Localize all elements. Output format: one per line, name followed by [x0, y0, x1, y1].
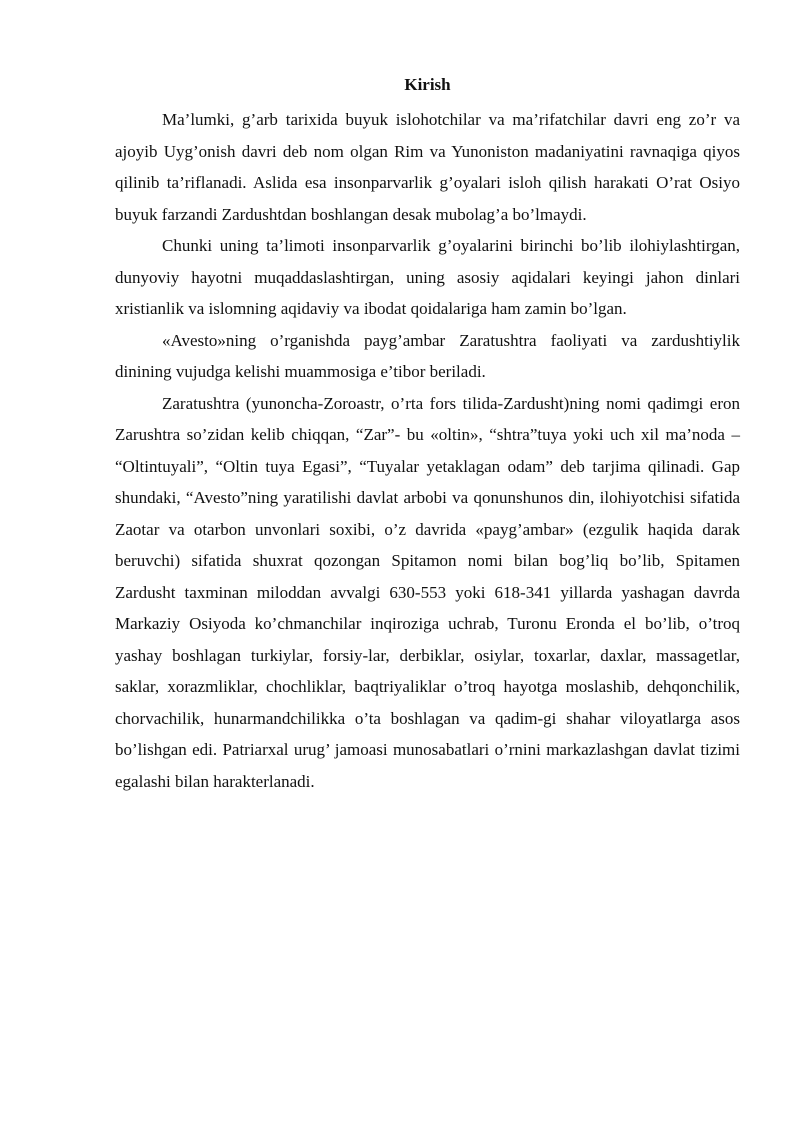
paragraph-2: Chunki uning ta’limoti insonparvarlik g’oyalarini birinchi bo’lib ilohiylashtirgan, dunyoviy hayotni muqaddaslashtirgan, uning asosiy aqidalari keyingi jahon dinlari xristianlik va islomning aqidaviy va ibodat qoidalariga ham zamin bo’lgan.: [115, 236, 740, 318]
paragraph-4: Zaratushtra (yunoncha-Zoroastr, o’rta fors tilida-Zardusht)ning nomi qadimgi eron Zarushtra so’zidan kelib chiqqan, “Zar”- bu «oltin», “shtra”tuya yoki uch xil ma’noda – “Oltintuyali”, “Oltin tuya Egasi”, “Tuyalar yetaklagan odam” deb tarjima qilinadi. Gap shundaki, “Avesto”ning yaratilishi davlat arbobi va qonunshunos din, ilohiyotchisi sifatida Zaotar va otarbon unvonlari soxibi, o’z davrida «payg’ambar» (ezgulik haqida darak beruvchi) sifatida shuxrat qozongan Spitamon nomi bilan bog’liq bo’lib, Spitamen Zardusht taxminan miloddan avvalgi 630-553 yoki 618-341 yillarda yashagan davrda Markaziy Osiyoda ko’chmanchilar inqiroziga uchrab, Turonu Eronda el bo’lib, o’troq yashay boshlagan turkiylar, forsiy-lar, derbiklar, osiylar, toxarlar, daxlar, massagetlar, saklar, xorazmliklar, chochliklar, baqtriyaliklar o’troq hayotga moslashib, dehqonchilik, chorvachilik, hunarmandchilikka o’ta boshlagan va qadim-gi shahar viloyatlarga asos bo’lishgan edi. Patriarxal urug’ jamoasi munosabatlari o’rnini markazlashgan davlat tizimi egalashi bilan harakterlanadi.: [115, 393, 740, 791]
paragraph-1: Ma’lumki, g’arb tarixida buyuk islohotchilar va ma’rifatchilar davri eng zo’r va ajoyib Uyg’onish davri deb nom olgan Rim va Yunoniston madaniyatini ravnaqiga qiyos qilinib ta’riflanadi. Aslida esa insonparvarlik g’oyalari isloh qilish harakati O’rat Osiyo buyuk farzandi Zardushtdan boshlangan desak mubolag’a bo’lmaydi.: [115, 110, 740, 224]
paragraph-3: «Avesto»ning o’rganishda payg’ambar Zaratushtra faoliyati va zardushtiylik dinining vujudga kelishi muammosiga e’tibor beriladi.: [115, 330, 740, 381]
document-page: [115, 74, 740, 797]
page-title: Kirish: [404, 75, 451, 94]
